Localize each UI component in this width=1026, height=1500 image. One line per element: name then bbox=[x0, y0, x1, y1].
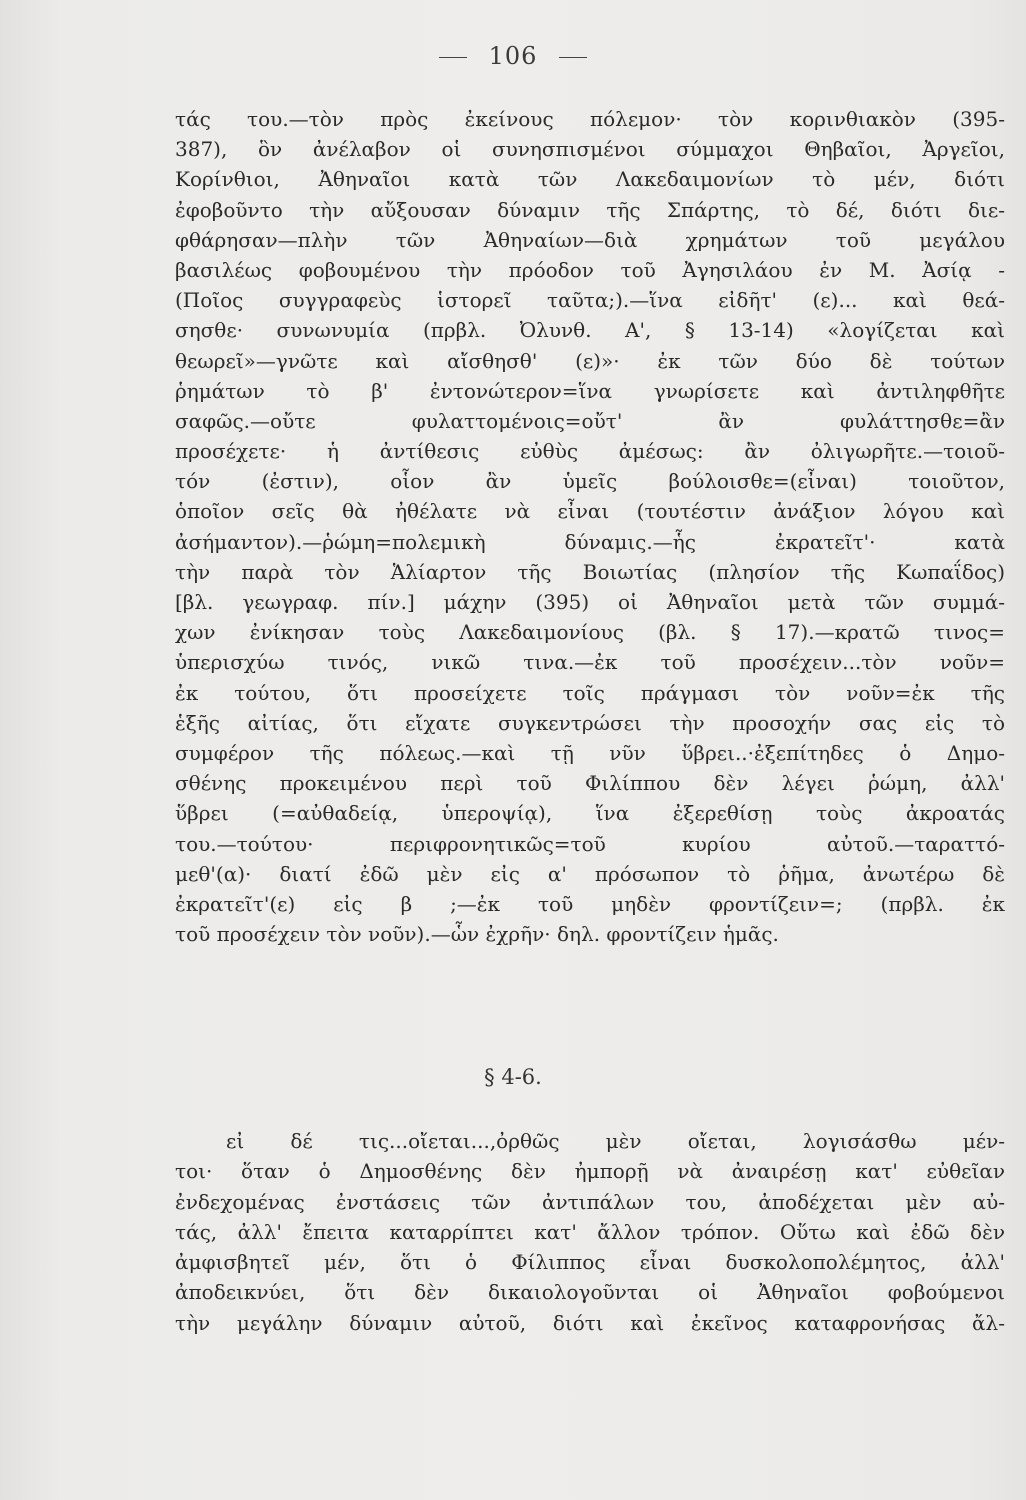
text-line: βασιλέως φοβουμένου τὴν πρόοδον τοῦ Ἀγησιλάου ἐν Μ. Ἀσίᾳ - bbox=[175, 257, 1005, 282]
page-number: 106 bbox=[488, 42, 538, 70]
section-heading: § 4-6. bbox=[484, 1065, 542, 1089]
commentary-paragraph bbox=[175, 104, 1005, 949]
text-line: ἀποδεικνύει, ὅτι δὲν δικαιολογοῦνται οἱ Ἀθηναῖοι φοβούμενοι bbox=[175, 1280, 1005, 1305]
text-line: Κορίνθιοι, Ἀθηναῖοι κατὰ τῶν Λακεδαιμονίων τὸ μέν, διότι bbox=[175, 167, 1005, 192]
text-line: [βλ. γεωγραφ. πίν.] μάχην (395) οἱ Ἀθηναῖοι μετὰ τῶν συμμά- bbox=[175, 590, 1005, 614]
text-line: ὁποῖον σεῖς θὰ ἠθέλατε νὰ εἶναι (τουτέστιν ἀνάξιον λόγου καὶ bbox=[175, 499, 1005, 524]
text-line: ἐνδεχομένας ἐνστάσεις τῶν ἀντιπάλων του, ἀποδέχεται μὲν αὐ- bbox=[175, 1189, 1005, 1214]
text-line: ἀμφισβητεῖ μέν, ὅτι ὁ Φίλιππος εἶναι δυσκολοπολέμητος, ἀλλ' bbox=[175, 1250, 1005, 1275]
text-line: του.—τούτου· περιφρονητικῶς=τοῦ κυρίου αὐτοῦ.—ταραττό- bbox=[175, 831, 1005, 856]
section-paragraph bbox=[175, 1126, 1005, 1338]
page-header bbox=[0, 42, 1026, 70]
text-line: συμφέρον τῆς πόλεως.—καὶ τῇ νῦν ὕβρει..·ἐξεπίτηδες ὁ Δημο- bbox=[175, 740, 1005, 765]
header-dash-left bbox=[439, 57, 467, 58]
text-line: τὴν μεγάλην δύναμιν αὐτοῦ, διότι καὶ ἐκεῖνος καταφρονήσας ἄλ- bbox=[175, 1310, 1005, 1335]
text-line: τὴν παρὰ τὸν Ἁλίαρτον τῆς Βοιωτίας (πλησίον τῆς Κωπαΐδος) bbox=[175, 559, 1005, 584]
text-line: τοῦ προσέχειν τὸν νοῦν).—ὧν ἐχρῆν· δηλ. φροντίζειν ἡμᾶς. bbox=[175, 922, 779, 947]
text-line: φθάρησαν—πλὴν τῶν Ἀθηναίων—διὰ χρημάτων τοῦ μεγάλου bbox=[175, 227, 1005, 252]
text-line: ἐκ τούτου, ὅτι προσείχετε τοῖς πράγμασι τὸν νοῦν=ἐκ τῆς bbox=[175, 680, 1005, 705]
text-line: χων ἐνίκησαν τοὺς Λακεδαιμονίους (βλ. § 17).—κρατῶ τινος= bbox=[175, 620, 1005, 645]
header-dash-right bbox=[559, 57, 587, 58]
text-line: ἀσήμαντον).—ῥώμη=πολεμικὴ δύναμις.—ἧς ἐκρατεῖτ'· κατὰ bbox=[175, 529, 1005, 554]
text-line: ὕβρει (=αὐθαδείᾳ, ὑπεροψίᾳ), ἵνα ἐξερεθίσῃ τοὺς ἀκροατάς bbox=[175, 801, 1005, 826]
text-line: τοι· ὅταν ὁ Δημοσθένης δὲν ἠμπορῇ νὰ ἀναιρέσῃ κατ' εὐθεῖαν bbox=[175, 1159, 1005, 1184]
text-line: ἐφοβοῦντο τὴν αὔξουσαν δύναμιν τῆς Σπάρτης, τὸ δέ, διότι διε- bbox=[175, 197, 1005, 222]
text-line: τόν (ἐστιν), οἷον ἂν ὑμεῖς βούλοισθε=(εἶναι) τοιοῦτον, bbox=[175, 469, 1005, 494]
text-line: μεθ'(α)· διατί ἐδῶ μὲν εἰς α' πρόσωπον τὸ ῥῆμα, ἀνωτέρω δὲ bbox=[175, 861, 1005, 886]
text-line: ῥημάτων τὸ β' ἐντονώτερον=ἵνα γνωρίσετε καὶ ἀντιληφθῆτε bbox=[175, 378, 1005, 403]
text-line: σησθε· συνωνυμία (πρβλ. Ὀλυνθ. Α', § 13-14) «λογίζεται καὶ bbox=[175, 318, 1005, 343]
text-line: ἐκρατεῖτ'(ε) εἰς β ;—ἐκ τοῦ μηδὲν φροντίζειν=; (πρβλ. ἐκ bbox=[175, 891, 1005, 916]
text-line: (Ποῖος συγγραφεὺς ἱστορεῖ ταῦτα;).—ἵνα εἰδῆτ' (ε)... καὶ θεά- bbox=[175, 288, 1005, 313]
text-line: εἰ δέ τις...οἴεται...,ὀρθῶς μὲν οἴεται, λογισάσθω μέν- bbox=[226, 1129, 1005, 1153]
text-line: τάς του.—τὸν πρὸς ἐκείνους πόλεμον· τὸν κορινθιακὸν (395- bbox=[175, 107, 1005, 131]
text-line: 387), ὃν ἀνέλαβον οἱ συνησπισμένοι σύμμαχοι Θηβαῖοι, Ἀργεῖοι, bbox=[175, 137, 1005, 162]
text-line: προσέχετε· ἡ ἀντίθεσις εὐθὺς ἀμέσως: ἂν ὀλιγωρῆτε.—τοιοῦ- bbox=[175, 439, 1005, 464]
text-line: ὑπερισχύω τινός, νικῶ τινα.—ἐκ τοῦ προσέχειν...τὸν νοῦν= bbox=[175, 650, 1005, 675]
text-line: σθένης προκειμένου περὶ τοῦ Φιλίππου δὲν λέγει ῥώμη, ἀλλ' bbox=[175, 771, 1005, 796]
text-line: σαφῶς.—οὔτε φυλαττομένοις=οὔτ' ἂν φυλάττησθε=ἂν bbox=[175, 408, 1005, 433]
text-line: ἑξῆς αἰτίας, ὅτι εἴχατε συγκεντρώσει τὴν προσοχήν σας εἰς τὸ bbox=[175, 710, 1005, 735]
text-line: θεωρεῖ»—γνῶτε καὶ αἴσθησθ' (ε)»· ἐκ τῶν δύο δὲ τούτων bbox=[175, 348, 1005, 373]
text-line: τάς, ἀλλ' ἔπειτα καταρρίπτει κατ' ἄλλον τρόπον. Οὕτω καὶ ἐδῶ δὲν bbox=[175, 1219, 1005, 1244]
